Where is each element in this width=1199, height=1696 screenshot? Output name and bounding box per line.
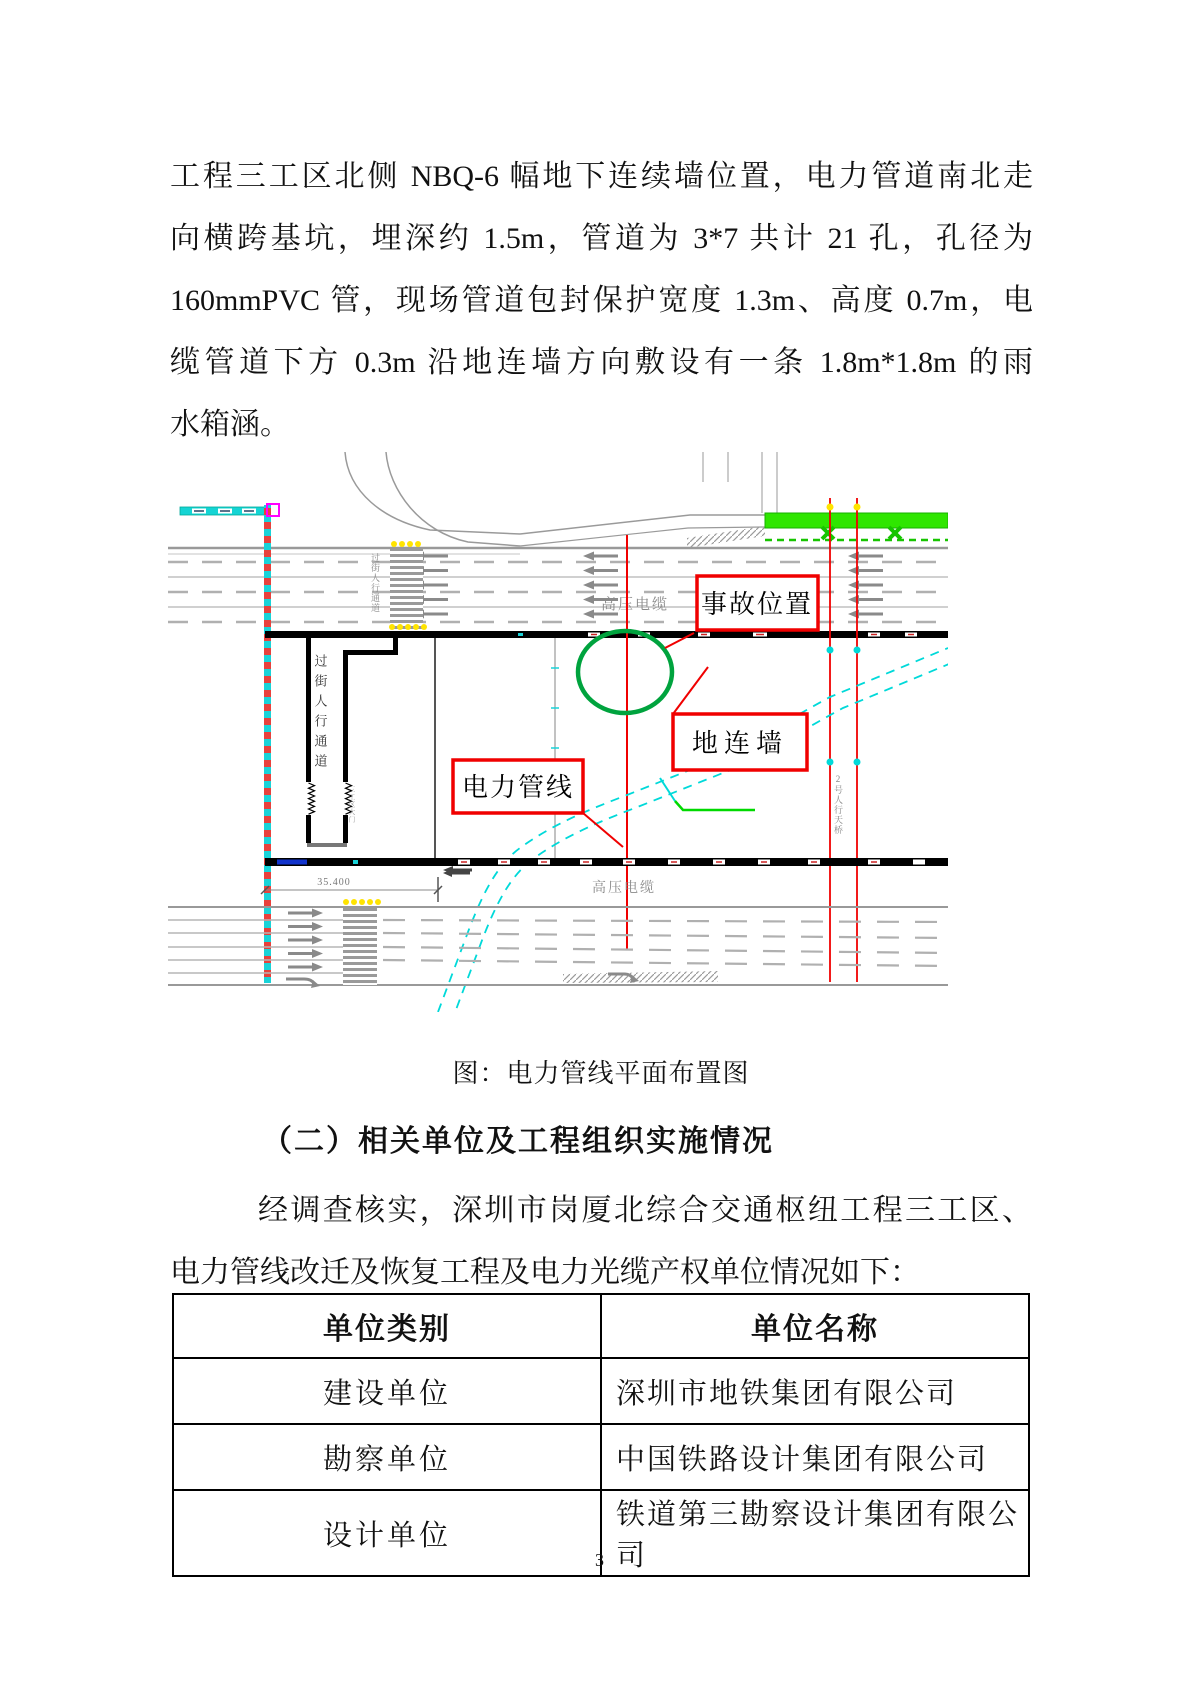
unit-type-cell: 建设单位 [173, 1358, 601, 1424]
paragraph-line: 工程三工区北侧 NBQ-6 幅地下连续墙位置，电力管道南北走 [170, 160, 1033, 193]
column-header-name: 单位名称 [601, 1294, 1029, 1358]
unit-type-cell: 勘察单位 [173, 1424, 601, 1490]
table-header-row [173, 1294, 1029, 1358]
unit-name-cell: 中国铁路设计集团有限公司 [601, 1424, 1029, 1490]
figure-caption: 图：电力管线平面布置图 [452, 1059, 750, 1088]
power-pipeline-label-box [453, 760, 583, 813]
unit-name-cell: 深圳市地铁集团有限公司 [601, 1358, 1029, 1424]
accident-label: 事故位置 [700, 590, 814, 619]
green-marker-polyline [675, 801, 755, 810]
intro-paragraph [170, 146, 1033, 456]
hv-cable-upper-label: 高压电缆 [601, 597, 670, 613]
paragraph-line: 向横跨基坑，埋深约 1.5m，管道为 3*7 共计 21 孔，孔径为 [170, 222, 1033, 255]
diaphragm-wall-label-box [673, 714, 807, 770]
bridge-pier-x [822, 527, 834, 539]
power-pipeline-plan-figure [168, 452, 948, 1012]
crossing-passage-road-label: 过街人行通道 [370, 553, 380, 613]
paragraph-line: 160mmPVC 管，现场管道包封保护宽度 1.3m、高度 0.7m，电 [170, 284, 1033, 317]
footbridge-label: 2号人行天桥 [833, 774, 843, 835]
pedestrian-passage [304, 638, 559, 874]
accident-label-box [697, 576, 818, 630]
dimension-15400 [261, 877, 442, 902]
paragraph-line: 电力管线改迁及恢复工程及电力光缆产权单位情况如下： [170, 1256, 920, 1289]
units-table [172, 1293, 1030, 1577]
section-paragraph [170, 1180, 1032, 1304]
section-heading: （二）相关单位及工程组织实施情况 [262, 1125, 774, 1158]
table-row [173, 1358, 1029, 1424]
dimension-value: 35.400 [317, 877, 351, 888]
table-row [173, 1424, 1029, 1490]
section-cut-marker [180, 504, 279, 983]
gate-note-label: 三工区大门 [347, 786, 355, 824]
diaphragm-wall-label: 地连墙 [691, 729, 789, 758]
ramp-hatch [687, 526, 765, 548]
paragraph-line: 缆管道下方 0.3m 沿地连墙方向敷设有一条 1.8m*1.8m 的雨 [170, 346, 1033, 379]
paragraph-line: 经调查核实，深圳市岗厦北综合交通枢纽工程三工区、 [258, 1194, 1032, 1227]
crossing-passage-label: 过街人行通道 [312, 654, 328, 774]
power-pipeline-label: 电力管线 [461, 773, 575, 802]
lower-road [168, 899, 948, 988]
crosswalk-lower [343, 908, 377, 985]
bridge-pier-x [889, 527, 901, 539]
unit-name-cell: 铁道第三勘察设计集团有限公司 [601, 1490, 1029, 1576]
hv-cable-route [438, 648, 948, 1012]
crosswalk-dots [343, 899, 381, 905]
hv-cable-lower-label: 高压电缆 [592, 881, 656, 896]
crosswalk-upper [390, 549, 423, 630]
section-cut-bar [264, 505, 271, 983]
hv-cable-path [451, 659, 948, 1012]
bottom-diaphragm-wall [265, 858, 948, 877]
accident-circle [578, 631, 672, 713]
page-number: 3 [595, 1550, 604, 1570]
hv-cable-path [438, 648, 948, 1012]
unit-type-cell: 设计单位 [173, 1490, 601, 1576]
column-header-type: 单位类别 [173, 1294, 601, 1358]
paragraph-line: 水箱涵。 [170, 408, 290, 441]
